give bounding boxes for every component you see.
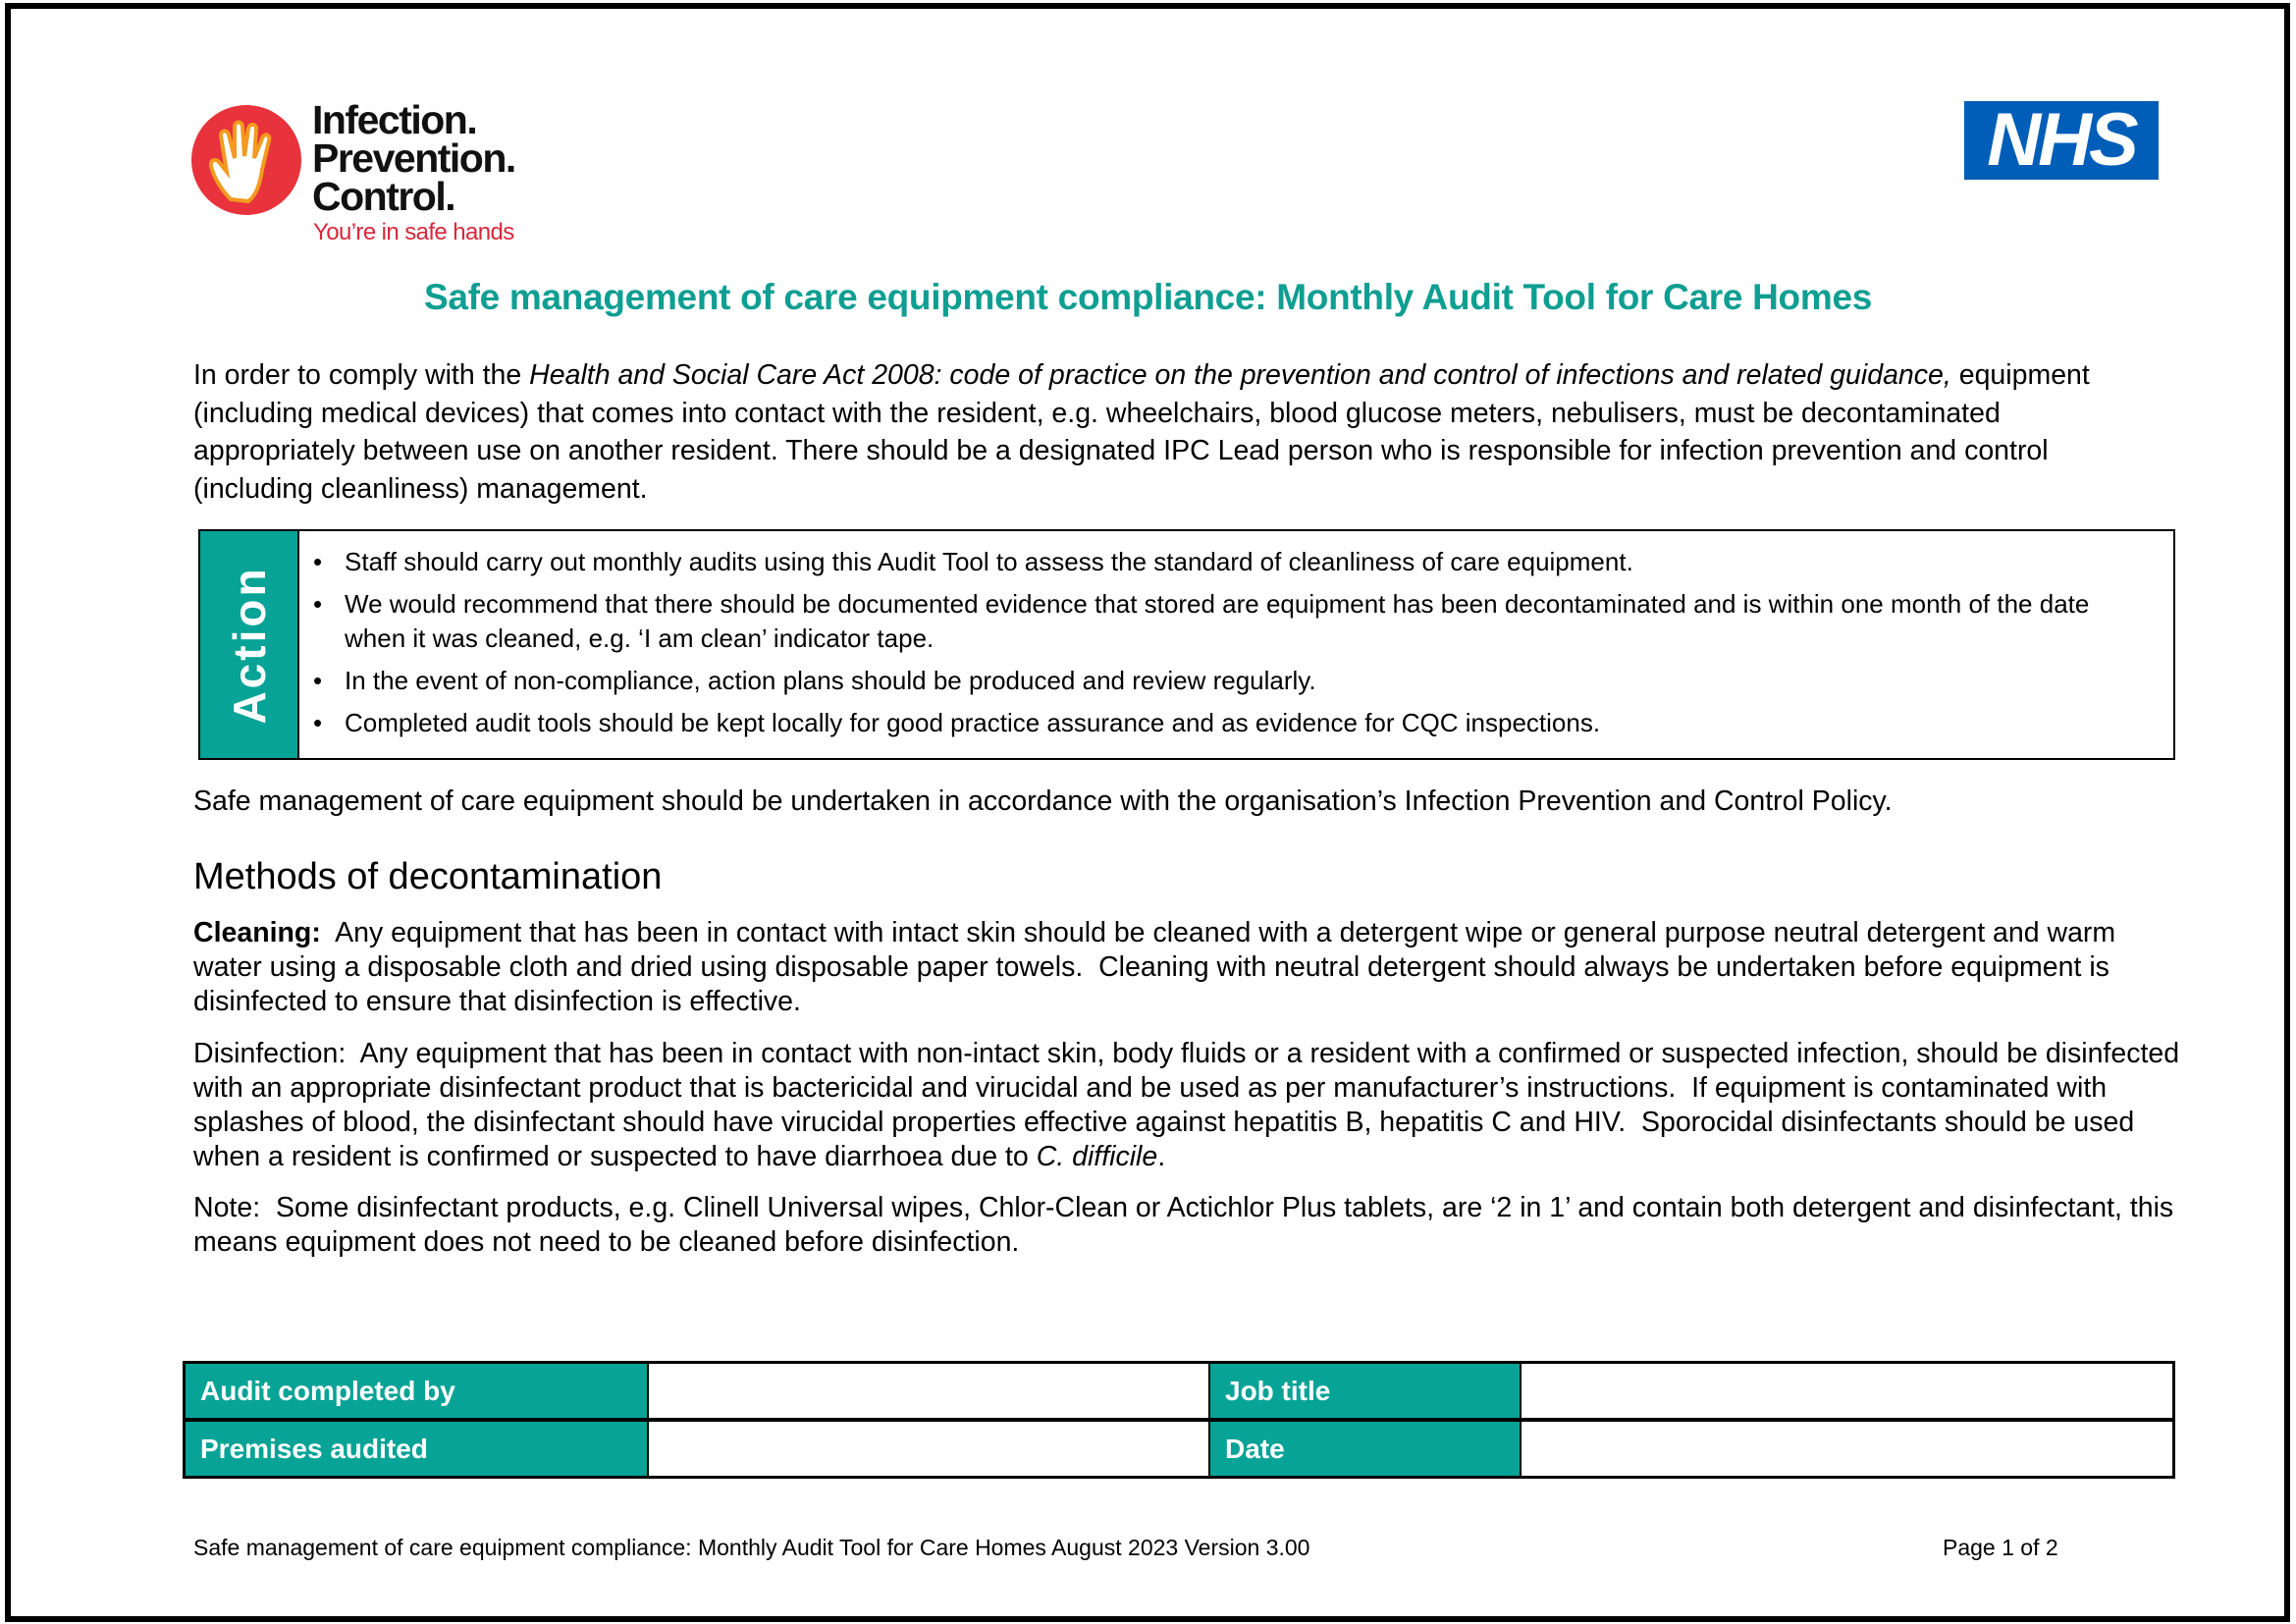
cleaning-text: Any equipment that has been in contact with intact skin should be cleaned with a detergent wipe or general purpose neutral detergent and warm water using a disposable cloth and dried using disposable paper towels. Cleaning with neutral detergent should always be undertaken before equipment is disinfected to ensure that disinfection is effective. bbox=[193, 917, 2124, 1017]
intro-rest: equipment (including medical devices) that comes into contact with the resident, e.g. wheelchairs, blood glucose meters, nebulisers, must be decontaminated appropriately between use on another resident. There should be a designated IPC Lead person who is responsible for infection prevention and control (including cleanliness) management. bbox=[193, 359, 2090, 505]
hand-icon bbox=[191, 105, 301, 215]
action-item: • Staff should carry out monthly audits using this Audit Tool to assess the standard of cleanliness of care equipment. bbox=[313, 545, 2154, 579]
date-label: Date bbox=[1209, 1420, 1521, 1478]
nhs-logo: NHS bbox=[1964, 101, 2159, 180]
action-item: • We would recommend that there should be documented evidence that stored are equipment has been decontaminated and is within one month of the date when it was cleaned, e.g. ‘I am clean’ indicator tape. bbox=[313, 587, 2154, 656]
cleaning-label: Cleaning: bbox=[193, 917, 321, 948]
action-label-text: Action bbox=[223, 565, 275, 725]
action-box bbox=[198, 529, 2175, 760]
table-row bbox=[185, 1363, 2174, 1421]
intro-prefix: In order to comply with the bbox=[193, 359, 530, 391]
audit-completed-by-label: Audit completed by bbox=[185, 1363, 649, 1421]
premises-audited-field[interactable] bbox=[648, 1420, 1209, 1478]
disinfection-end: . bbox=[1157, 1141, 1166, 1172]
policy-statement: Safe management of care equipment should be undertaken in accordance with the organisation’s Infection Prevention and Control Policy. bbox=[193, 785, 1893, 817]
job-title-label: Job title bbox=[1209, 1363, 1521, 1421]
job-title-field[interactable] bbox=[1521, 1363, 2174, 1421]
action-list bbox=[299, 531, 2173, 758]
audit-completed-by-field[interactable] bbox=[648, 1363, 1209, 1421]
ipc-line-3: Control. bbox=[312, 174, 455, 219]
ipc-logo-text bbox=[312, 97, 515, 219]
date-field[interactable] bbox=[1521, 1420, 2174, 1478]
table-row bbox=[185, 1420, 2174, 1478]
premises-audited-label: Premises audited bbox=[185, 1420, 649, 1478]
note-paragraph: Note: Some disinfectant products, e.g. Clinell Universal wipes, Chlor-Clean or Actichlor Plus tablets, are ‘2 in 1’ and contain both detergent and disinfectant, this means equipment does not need to be cleaned before disinfection. bbox=[193, 1192, 2182, 1258]
document-title: Safe management of care equipment compliance: Monthly Audit Tool for Care Homes bbox=[423, 277, 1873, 317]
ipc-logo bbox=[189, 97, 543, 248]
action-item: • Completed audit tools should be kept locally for good practice assurance and as evidence for CQC inspections. bbox=[313, 706, 2154, 740]
intro-paragraph bbox=[193, 356, 2157, 508]
ipc-tagline: You’re in safe hands bbox=[313, 219, 514, 245]
cleaning-paragraph bbox=[193, 916, 2186, 1019]
intro-act-reference: Health and Social Care Act 2008: code of practice on the prevention and control of infections and related guidance, bbox=[529, 359, 1951, 391]
footer-document-info: Safe management of care equipment compliance: Monthly Audit Tool for Care Homes August 2023 Version 3.00 bbox=[193, 1535, 1310, 1560]
action-item: • In the event of non-compliance, action plans should be produced and review regularly. bbox=[313, 664, 2154, 698]
disinfection-text: Disinfection: Any equipment that has been in contact with non-intact skin, body fluids or a resident with a confirmed or suspected infection, should be disinfected with an appropriate disinfectant product that is bactericidal and virucidal and be used as per manufacturer’s instructions. If equipment is contaminated with splashes of blood, the disinfectant should have virucidal properties effective against hepatitis B, hepatitis C and HIV. Sporocidal disinfectants should be used when a resident is confirmed or suspected to have diarrhoea due to bbox=[193, 1038, 2187, 1172]
footer-page-number: Page 1 of 2 bbox=[1943, 1535, 2058, 1560]
methods-heading: Methods of decontamination bbox=[193, 856, 663, 897]
disinfection-paragraph bbox=[193, 1037, 2186, 1174]
ipc-line-1: Infection. bbox=[312, 97, 477, 142]
c-difficile: C. difficile bbox=[1036, 1141, 1158, 1172]
action-label bbox=[200, 531, 299, 758]
ipc-line-2: Prevention. bbox=[312, 135, 515, 181]
audit-details-table bbox=[183, 1361, 2175, 1479]
